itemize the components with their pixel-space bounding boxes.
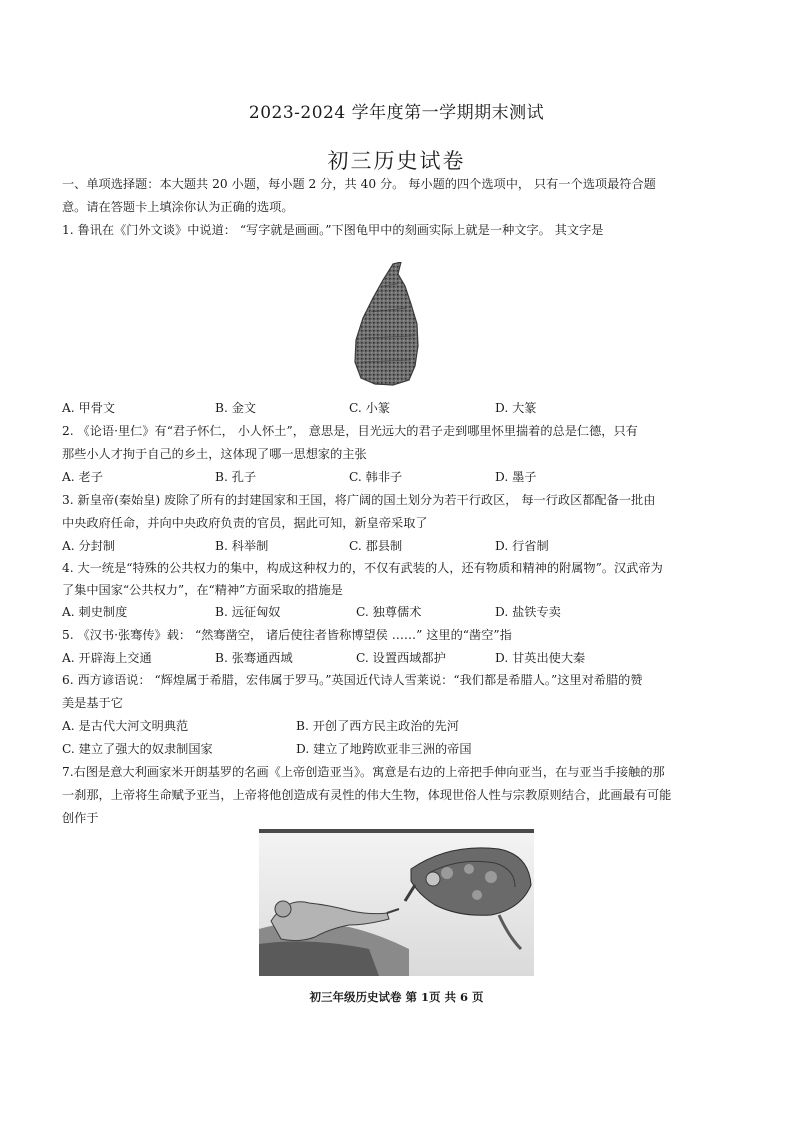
option-a: A. 甲骨文: [62, 401, 116, 415]
option-b: B. 科举制: [215, 539, 269, 553]
option-a: A. 刺史制度: [62, 605, 128, 619]
instructions-line: 一、单项选择题：本大题共 20 小题，每小题 2 分，共 40 分。 每小题的四个选项中， 只有一个选项最符合题: [62, 177, 656, 191]
option-b: B. 孔子: [215, 470, 257, 484]
question-text: 创作于: [62, 811, 99, 825]
option-a: A. 老子: [62, 470, 103, 484]
option-c: C. 设置西域都护: [356, 651, 446, 665]
option-b: B. 开创了西方民主政治的先河: [296, 719, 459, 733]
option-d: D. 甘英出使大秦: [495, 651, 586, 665]
question-text: 美是基于它: [62, 696, 123, 710]
question-text: 2. 《论语·里仁》有“君子怀仁， 小人怀土”， 意思是，目光远大的君子走到哪里怀里揣着的总是仁德，只有: [62, 424, 638, 438]
turtle-shell-image: [353, 262, 419, 386]
page-footer: 初三年级历史试卷 第 1页 共 6 页: [309, 990, 484, 1004]
question-text: 了集中国家“公共权力”，在“精神”方面采取的措施是: [62, 583, 343, 597]
option-a: A. 开辟海上交通: [62, 651, 152, 665]
exam-title: 2023-2024 学年度第一学期期末测试: [248, 103, 545, 123]
option-a: A. 分封制: [62, 539, 116, 553]
option-c: C. 郡县制: [349, 539, 403, 553]
instructions-line: 意。请在答题卡上填涂你认为正确的选项。: [62, 200, 294, 214]
option-c: C. 韩非子: [349, 470, 403, 484]
question-text: 中央政府任命，并向中央政府负责的官员，据此可知，新皇帝采取了: [62, 516, 428, 530]
question-text: 5. 《汉书·张骞传》载： “然骞凿空， 诸后使往者皆称博望侯 ……” 这里的“凿空”指: [62, 628, 512, 642]
option-a: A. 是古代大河文明典范: [62, 719, 189, 733]
option-c: C. 小篆: [349, 401, 391, 415]
option-c: C. 建立了强大的奴隶制国家: [62, 742, 213, 756]
question-text: 6. 西方谚语说： “辉煌属于希腊，宏伟属于罗马。”英国近代诗人雪莱说：“我们都是希腊人。”这里对希腊的赞: [62, 673, 643, 687]
exam-subtitle: 初三历史试卷: [327, 149, 466, 173]
option-d: D. 行省制: [495, 539, 549, 553]
question-text: 一刹那，上帝将生命赋予亚当，上帝将他创造成有灵性的伟大生物，体现世俗人性与宗教原则结合，此画最有可能: [62, 788, 672, 802]
question-text: 那些小人才拘于自己的乡土，这体现了哪一思想家的主张: [62, 447, 367, 461]
option-d: D. 盐铁专卖: [495, 605, 561, 619]
option-b: B. 远征匈奴: [215, 605, 281, 619]
option-d: D. 墨子: [495, 470, 537, 484]
question-text: 1. 鲁讯在《门外文谈》中说道： “写字就是画画。”下图龟甲中的刻画实际上就是一种文字。 其文字是: [62, 223, 604, 237]
option-b: B. 张骞通西域: [215, 651, 293, 665]
option-d: D. 大篆: [495, 401, 537, 415]
creation-of-adam-image: [259, 829, 534, 976]
option-d: D. 建立了地跨欧亚非三洲的帝国: [296, 742, 472, 756]
option-c: C. 独尊儒术: [356, 605, 422, 619]
question-text: 7.右图是意大利画家米开朗基罗的名画《上帝创造亚当》。寓意是右边的上帝把手伸向亚当，在与亚当手接触的那: [62, 765, 665, 779]
option-b: B. 金文: [215, 401, 257, 415]
question-text: 3. 新皇帝(秦始皇) 废除了所有的封建国家和王国，将广阔的国土划分为若干行政区， 每一行政区都配备一批由: [62, 493, 656, 507]
question-text: 4. 大一统是“特殊的公共权力的集中，构成这种权力的，不仅有武装的人，还有物质和精神的附属物”。汉武帝为: [62, 561, 663, 575]
